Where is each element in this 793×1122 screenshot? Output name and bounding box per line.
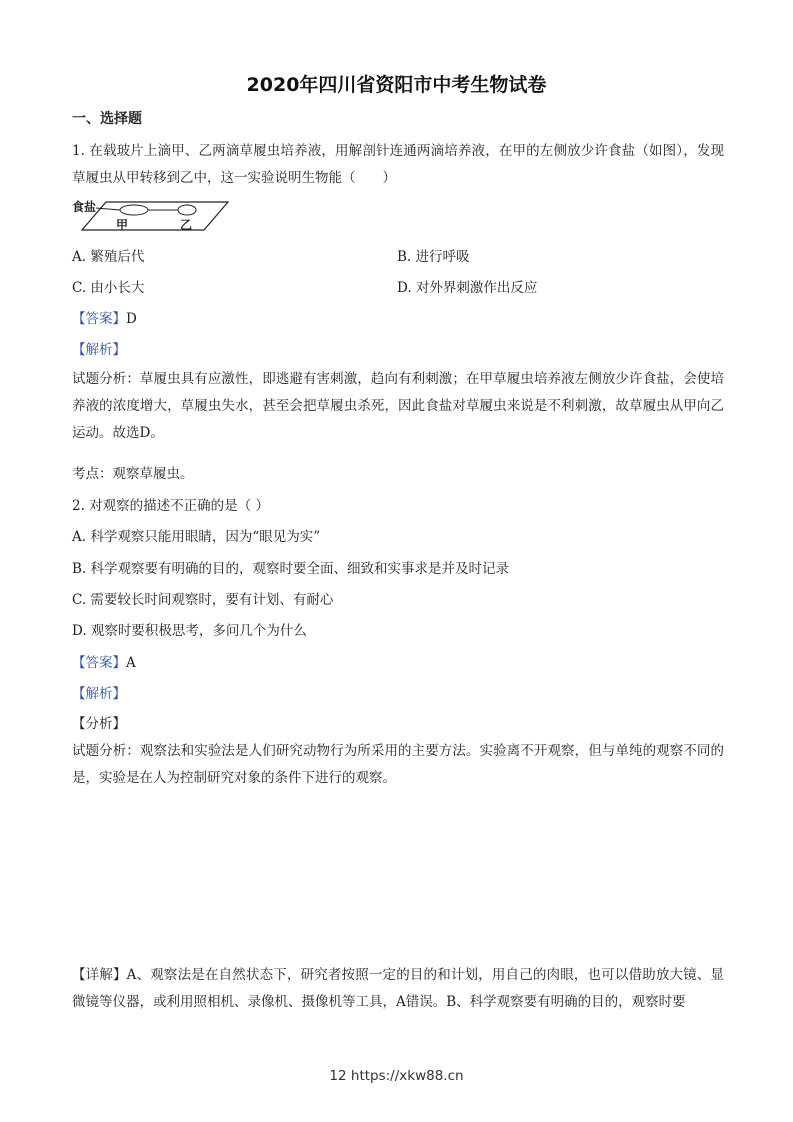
yi-label: 乙 (180, 218, 193, 232)
detail-text: A、观察法是在自然状态下，研究者按照一定的目的和计划，用自己的肉眼，也可以借助放大镜、显微镜等仪器，或利用照相机、录像机、摄像机等工具，A错误。B、科学观察要有明确的目的，观察时要 (72, 967, 725, 1010)
jia-label: 甲 (116, 218, 129, 232)
q1-answer-row (72, 307, 137, 327)
q1-option-c: C. 由小长大 (72, 280, 145, 296)
q1-analysis: 试题分析：草履虫具有应激性，即逃避有害刺激，趋向有利刺激；在甲草履虫培养液左侧放少许食盐，会使培养液的浓度增大，草履虫失水，甚至会把草履虫杀死，因此食盐对草履虫来说是不利刺激，故草履虫从甲向乙运动。故选D。 (72, 371, 724, 441)
q2-analysis: 试题分析：观察法和实验法是人们研究动物行为所采用的主要方法。实验离不开观察，但与单纯的观察不同的是，实验是在人为控制研究对象的条件下进行的观察。 (72, 743, 724, 786)
q2-stem: 2. 对观察的描述不正确的是（ ） (72, 498, 269, 514)
q2-option-b: B. 科学观察要有明确的目的，观察时要全面、细致和实事求是并及时记录 (72, 561, 510, 577)
answer-tag: 【答案】 (72, 311, 126, 327)
q2-answer-row (72, 651, 136, 671)
section-heading: 一、选择题 (72, 111, 142, 127)
q1-option-a: A. 繁殖后代 (72, 249, 145, 265)
q1-point: 考点：观察草履虫。 (72, 466, 194, 482)
q2-option-a: A. 科学观察只能用眼睛，因为“眼见为实” (72, 529, 321, 545)
q1-option-d: D. 对外界刺激作出反应 (397, 280, 538, 296)
q1-figure (72, 198, 232, 238)
answer-value: D (126, 311, 137, 327)
answer-tag: 【答案】 (72, 655, 126, 671)
drop-jia (120, 205, 148, 215)
analysis-tag: 【解析】 (72, 686, 126, 702)
q2-option-d: D. 观察时要积极思考，多问几个为什么 (72, 623, 307, 639)
q2-detail (72, 962, 724, 1016)
page-title: 2020年四川省资阳市中考生物试卷 (246, 74, 547, 96)
salt-label: 食盐 (72, 200, 97, 214)
q2-option-c: C. 需要较长时间观察时，要有计划、有耐心 (72, 592, 334, 608)
analysis-tag: 【解析】 (72, 342, 126, 358)
page-footer: 12 https://xkw88.cn (329, 1068, 464, 1084)
drop-yi (178, 205, 196, 215)
answer-value: A (126, 655, 136, 671)
fenxi-tag: 【分析】 (72, 716, 126, 732)
q1-stem: 1. 在载玻片上滴甲、乙两滴草履虫培养液，用解剖针连通两滴培养液，在甲的左侧放少许食盐（如图），发现草履虫从甲转移到乙中，这一实验说明生物能（ ） (72, 143, 724, 186)
glass-slide (82, 202, 228, 230)
q1-option-b: B. 进行呼吸 (397, 249, 470, 265)
detail-tag: 【详解】 (72, 967, 127, 983)
